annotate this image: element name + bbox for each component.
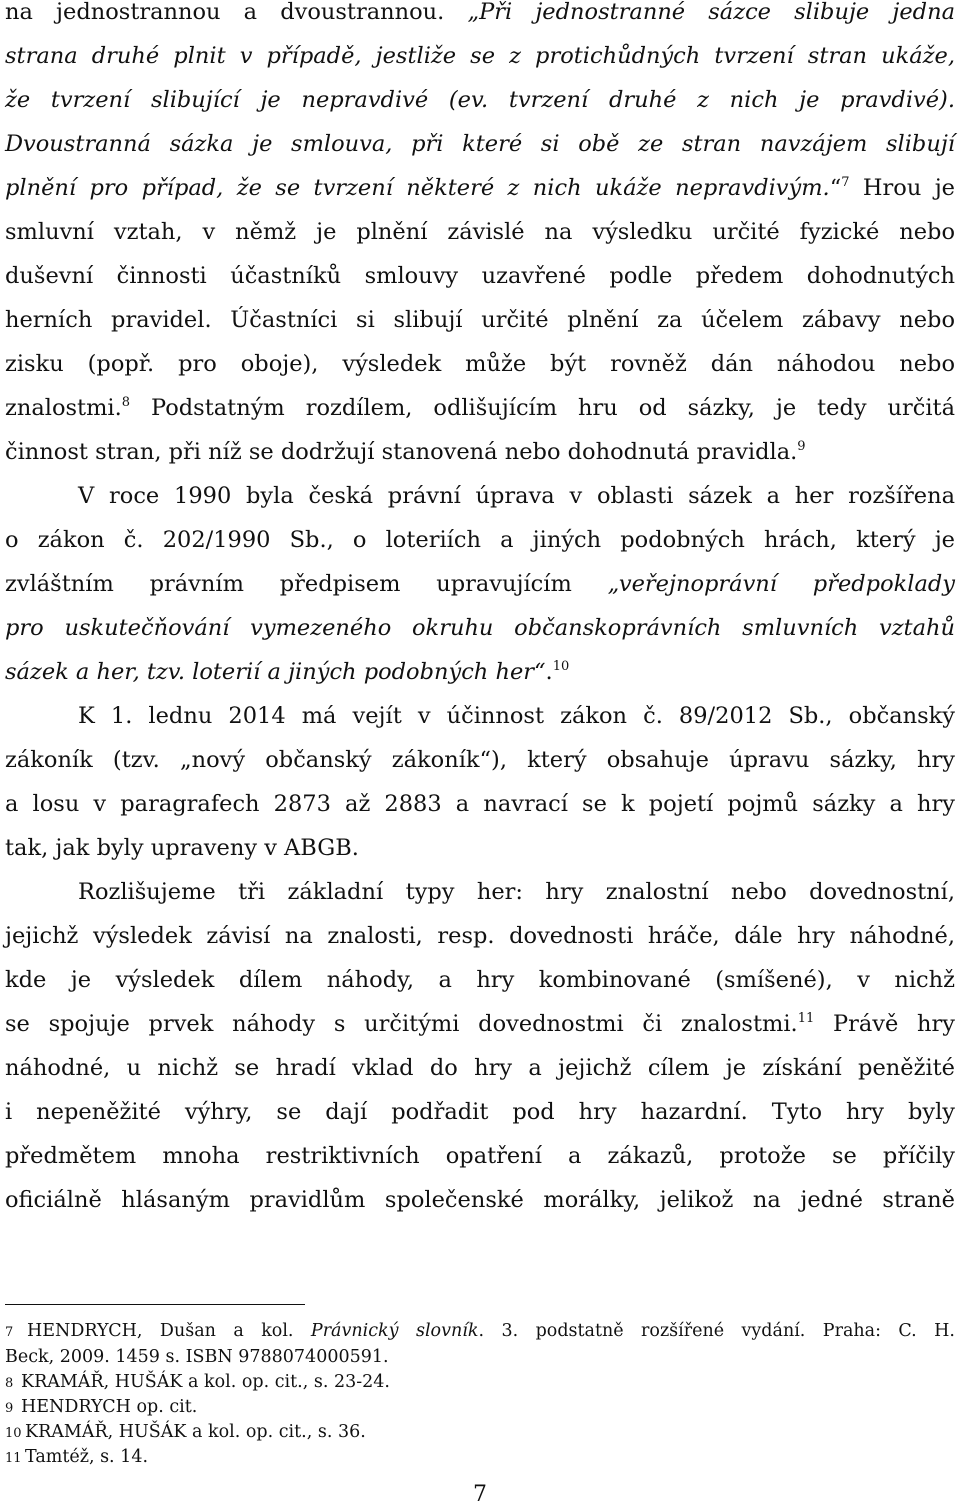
text-line	[5, 569, 955, 599]
text-line	[5, 41, 955, 71]
footnote	[5, 1370, 955, 1396]
footnote-text: HENDRYCH op. cit.	[21, 1397, 198, 1417]
text: činnost stran, při níž se dodržují stanovená nebo dohodnutá pravidla.	[5, 439, 798, 465]
text-line	[5, 657, 955, 687]
text: Podstatným rozdílem, odlišujícím hru od sázky, je tedy určitá	[130, 395, 955, 421]
text: oficiálně hlásaným pravidlům společenské morálky, jelikož na jedné straně	[5, 1187, 955, 1213]
footnote-number: 10	[5, 1426, 22, 1441]
text: kde je výsledek dílem náhody, a hry kombinované (smíšené), v nichž	[5, 967, 955, 993]
footnote	[5, 1395, 955, 1421]
italic-text: že tvrzení slibující je nepravdivé (ev. tvrzení druhé z nich je pravdivé).	[5, 87, 955, 113]
footnote-text: KRAMÁŘ, HUŠÁK a kol. op. cit., s. 36.	[25, 1422, 366, 1442]
text: zákoník (tzv. „nový občanský zákoník“), který obsahuje úpravu sázky, hry	[5, 747, 955, 773]
text: Rozlišujeme tři základní typy her: hry znalostní nebo dovednostní,	[78, 879, 955, 905]
footnote	[5, 1420, 955, 1446]
italic-text: „veřejnoprávní předpoklady	[607, 571, 955, 597]
quote-mark: “	[829, 175, 842, 201]
text-line	[5, 261, 955, 291]
text-line	[5, 921, 955, 951]
text-line	[5, 789, 955, 819]
footnote-ref: 9	[797, 439, 806, 454]
footnote	[5, 1345, 955, 1369]
text: K 1. lednu 2014 má vejít v účinnost zákon č. 89/2012 Sb., občanský	[78, 703, 955, 729]
text: náhodné, u nichž se hradí vklad do hry a jejichž cílem je získání peněžité	[5, 1055, 955, 1081]
text: na jednostrannou a dvoustrannou.	[5, 0, 468, 25]
text-line	[5, 1097, 955, 1127]
page-number: 7	[473, 1482, 487, 1507]
text-line	[5, 745, 955, 775]
footnote-number: 8	[5, 1376, 14, 1391]
italic-text: strana druhé plnit v případě, jestliže se z protichůdných tvrzení stran ukáže,	[5, 43, 955, 69]
text: herních pravidel. Účastníci si slibují určité plnění za účelem zábavy nebo	[5, 307, 955, 333]
text: i nepeněžité výhry, se dají podřadit pod hry hazardní. Tyto hry byly	[5, 1099, 955, 1125]
text: duševní činnosti účastníků smlouvy uzavřené podle předem dohodnutých	[5, 263, 955, 289]
text: Právě hry	[814, 1011, 955, 1037]
footnote-separator	[5, 1304, 305, 1305]
footnote-text: . 3. podstatně rozšířené vydání. Praha: C. H.	[478, 1321, 955, 1341]
text: zvláštním právním předpisem upravujícím	[5, 571, 608, 597]
text-line	[5, 129, 955, 159]
text-line	[5, 701, 955, 731]
footnote	[5, 1445, 955, 1471]
text: a losu v paragrafech 2873 až 2883 a navrací se k pojetí pojmů sázky a hry	[5, 791, 955, 817]
text-line	[5, 877, 955, 907]
text-line	[5, 85, 955, 115]
italic-text: sázek a her, tzv. loterií a jiných podobných her“	[5, 659, 546, 685]
footnote-number: 7	[5, 1325, 14, 1340]
text: Hrou je	[849, 175, 955, 201]
text-line	[5, 481, 955, 511]
text: znalostmi.	[5, 395, 122, 421]
text: V roce 1990 byla česká právní úprava v oblasti sázek a her rozšířena	[78, 483, 955, 509]
text: se spojuje prvek náhody s určitými dovednostmi či znalostmi.	[5, 1011, 798, 1037]
text: předmětem mnoha restriktivních opatření a zákazů, protože se příčily	[5, 1143, 955, 1169]
footnote-ref: 8	[121, 395, 131, 410]
text-line	[5, 1185, 955, 1215]
italic-text: pro uskutečňování vymezeného okruhu občanskoprávních smluvních vztahů	[5, 615, 955, 641]
footnote-text: Tamtéž, s. 14.	[25, 1447, 149, 1467]
text-line	[5, 525, 955, 555]
text: smluvní vztah, v němž je plnění závislé na výsledku určité fyzické nebo	[5, 219, 955, 245]
footnote-number: 11	[5, 1451, 22, 1466]
footnote-title: Právnický slovník	[310, 1321, 479, 1341]
footnote-text: HENDRYCH, Dušan a kol.	[27, 1321, 311, 1341]
text: jejichž výsledek závisí na znalosti, resp. dovednosti hráče, dále hry náhodné,	[5, 923, 955, 949]
text-line	[5, 1141, 955, 1171]
italic-text: plnění pro případ, že se tvrzení některé z nich ukáže nepravdivým.	[5, 175, 830, 201]
footnote-text: KRAMÁŘ, HUŠÁK a kol. op. cit., s. 23-24.	[21, 1372, 390, 1392]
text-line	[5, 965, 955, 995]
text: .	[545, 659, 553, 685]
footnote-text: Beck, 2009. 1459 s. ISBN 9788074000591.	[5, 1347, 389, 1367]
text-line	[5, 437, 955, 467]
text-line	[5, 173, 955, 203]
italic-text: „Při jednostranné sázce slibuje jedna	[467, 0, 955, 25]
text: zisku (popř. pro oboje), výsledek může být rovněž dán náhodou nebo	[5, 351, 955, 377]
text-line	[5, 305, 955, 335]
text-line	[5, 0, 955, 27]
text: o zákon č. 202/1990 Sb., o loteriích a jiných podobných hrách, který je	[5, 527, 955, 553]
text-line	[5, 613, 955, 643]
text-line	[5, 217, 955, 247]
text-line	[5, 833, 955, 863]
footnote-ref: 11	[797, 1011, 815, 1026]
footnote-ref: 7	[841, 175, 850, 190]
text-line	[5, 1009, 955, 1039]
footnote-ref: 10	[552, 659, 570, 674]
italic-text: Dvoustranná sázka je smlouva, při které si obě ze stran navzájem slibují	[5, 131, 955, 157]
footnote-number: 9	[5, 1401, 14, 1416]
text-line	[5, 1053, 955, 1083]
footnote	[5, 1319, 955, 1345]
text-line	[5, 393, 955, 423]
text: tak, jak byly upraveny v ABGB.	[5, 835, 359, 861]
text-line	[5, 349, 955, 379]
